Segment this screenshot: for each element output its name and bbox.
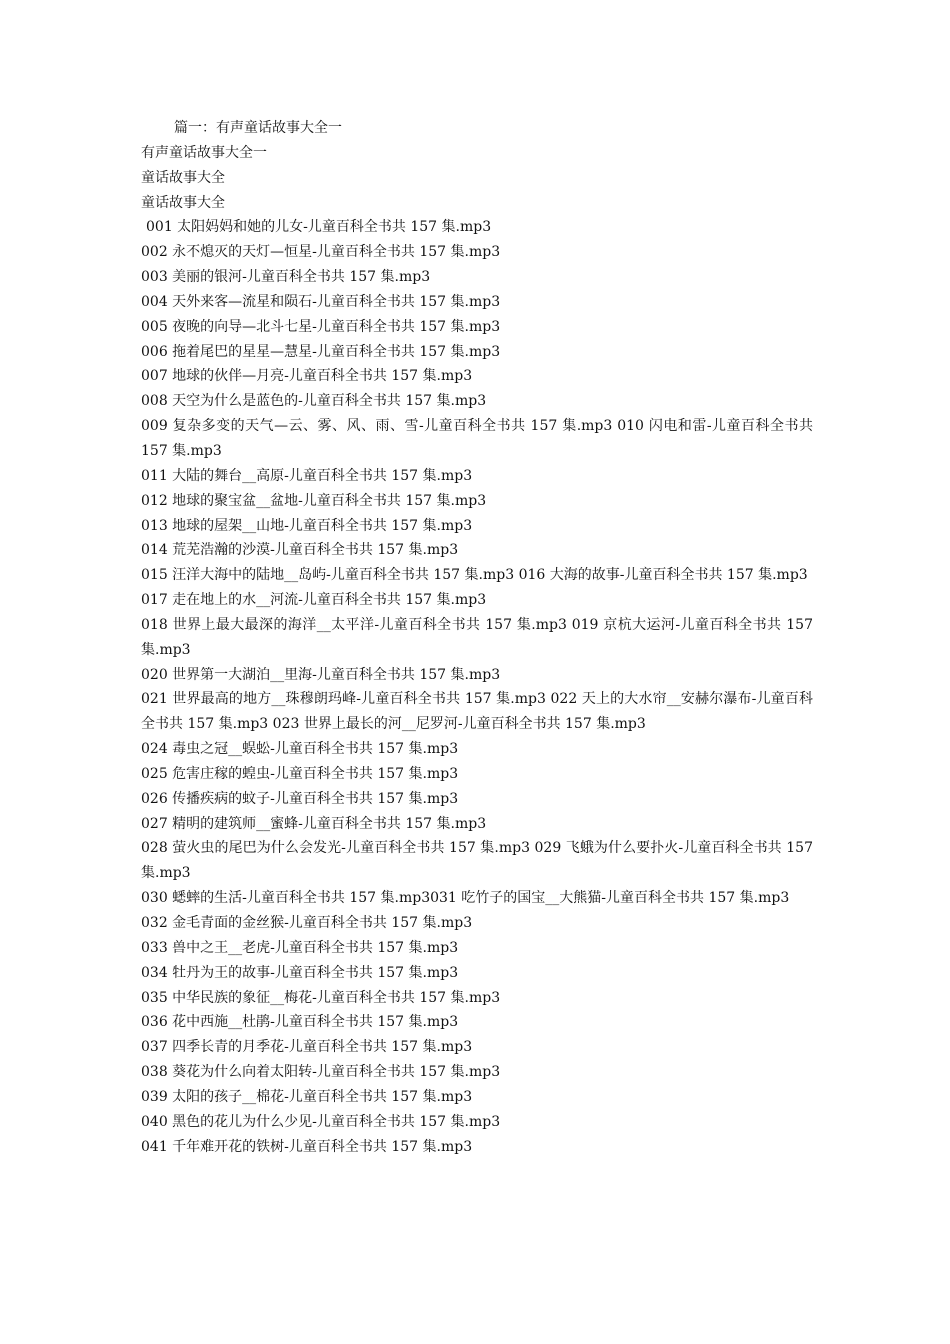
section-heading: 童话故事大全 bbox=[141, 194, 225, 211]
list-item: 041 千年难开花的铁树-儿童百科全书共 157 集.mp3 bbox=[141, 1138, 473, 1155]
list-item: 004 天外来客—流星和陨石-儿童百科全书共 157 集.mp3 bbox=[141, 293, 501, 310]
list-item: 040 黑色的花儿为什么少见-儿童百科全书共 157 集.mp3 bbox=[141, 1113, 501, 1130]
list-item: 025 危害庄稼的蝗虫-儿童百科全书共 157 集.mp3 bbox=[141, 765, 459, 782]
list-item: 035 中华民族的象征__梅花-儿童百科全书共 157 集.mp3 bbox=[141, 989, 501, 1006]
list-item: 005 夜晚的向导—北斗七星-儿童百科全书共 157 集.mp3 bbox=[141, 318, 501, 335]
list-item: 008 天空为什么是蓝色的-儿童百科全书共 157 集.mp3 bbox=[141, 393, 487, 410]
list-item: 006 拖着尾巴的星星—慧星-儿童百科全书共 157 集.mp3 bbox=[141, 343, 501, 360]
list-item: 007 地球的伙伴—月亮-儿童百科全书共 157 集.mp3 bbox=[141, 368, 473, 385]
list-item: 012 地球的聚宝盆__盆地-儿童百科全书共 157 集.mp3 bbox=[141, 492, 487, 509]
list-item: 038 葵花为什么向着太阳转-儿童百科全书共 157 集.mp3 bbox=[141, 1064, 501, 1081]
list-item: 002 永不熄灭的天灯—恒星-儿童百科全书共 157 集.mp3 bbox=[141, 244, 501, 261]
list-item: 034 牡丹为王的故事-儿童百科全书共 157 集.mp3 bbox=[141, 964, 459, 981]
list-item: 027 精明的建筑师__蜜蜂-儿童百科全书共 157 集.mp3 bbox=[141, 815, 487, 832]
list-item: 017 走在地上的水__河流-儿童百科全书共 157 集.mp3 bbox=[141, 592, 487, 609]
list-item: 036 花中西施__杜鹃-儿童百科全书共 157 集.mp3 bbox=[141, 1014, 459, 1031]
list-item: 032 金毛青面的金丝猴-儿童百科全书共 157 集.mp3 bbox=[141, 915, 473, 931]
section-heading: 童话故事大全 bbox=[141, 169, 225, 186]
list-item: 026 传播疾病的蚊子-儿童百科全书共 157 集.mp3 bbox=[141, 790, 459, 807]
list-item: 030 蟋蟀的生活-儿童百科全书共 157 集.mp3031 吃竹子的国宝__大熊猫-儿童百科全书共 157 集.mp3 bbox=[141, 890, 790, 907]
list-item: 028 萤火虫的尾巴为什么会发光-儿童百科全书共 157 集.mp3 029 飞蛾为什么要扑火-儿童百科全书共 157 集.mp3 bbox=[141, 840, 813, 882]
list-item: 013 地球的屋架__山地-儿童百科全书共 157 集.mp3 bbox=[141, 517, 473, 534]
list-item: 015 汪洋大海中的陆地__岛屿-儿童百科全书共 157 集.mp3 016 大海的故事-儿童百科全书共 157 集.mp3 bbox=[141, 567, 808, 584]
list-item: 003 美丽的银河-儿童百科全书共 157 集.mp3 bbox=[141, 269, 431, 286]
list-item: 020 世界第一大湖泊__里海-儿童百科全书共 157 集.mp3 bbox=[141, 666, 501, 683]
document-subtitle: 有声童话故事大全一 bbox=[141, 144, 267, 161]
list-item: 018 世界上最大最深的海洋__太平洋-儿童百科全书共 157 集.mp3 019 京杭大运河-儿童百科全书共 157 集.mp3 bbox=[141, 616, 813, 658]
list-item: 039 太阳的孩子__棉花-儿童百科全书共 157 集.mp3 bbox=[141, 1088, 473, 1105]
document-title: 篇一：有声童话故事大全一 bbox=[174, 120, 342, 136]
list-item: 001 太阳妈妈和她的儿女-儿童百科全书共 157 集.mp3 bbox=[146, 219, 492, 236]
list-item: 037 四季长青的月季花-儿童百科全书共 157 集.mp3 bbox=[141, 1039, 473, 1056]
list-item: 009 复杂多变的天气—云、雾、风、雨、雪-儿童百科全书共 157 集.mp3 010 闪电和雷-儿童百科全书共 157 集.mp3 bbox=[141, 418, 813, 459]
list-item: 033 兽中之王__老虎-儿童百科全书共 157 集.mp3 bbox=[141, 939, 459, 956]
document-body bbox=[141, 116, 813, 1159]
list-item: 021 世界最高的地方__珠穆朗玛峰-儿童百科全书共 157 集.mp3 022 天上的大水帘__安赫尔瀑布-儿童百科全书共 157 集.mp3 023 世界上最长的河__尼罗河-儿童百科全书共 157 集.mp3 bbox=[141, 691, 813, 733]
list-item: 011 大陆的舞台__高原-儿童百科全书共 157 集.mp3 bbox=[141, 467, 473, 484]
list-item: 014 荒芜浩瀚的沙漠-儿童百科全书共 157 集.mp3 bbox=[141, 542, 459, 559]
list-item: 024 毒虫之冠__蜈蚣-儿童百科全书共 157 集.mp3 bbox=[141, 741, 459, 758]
